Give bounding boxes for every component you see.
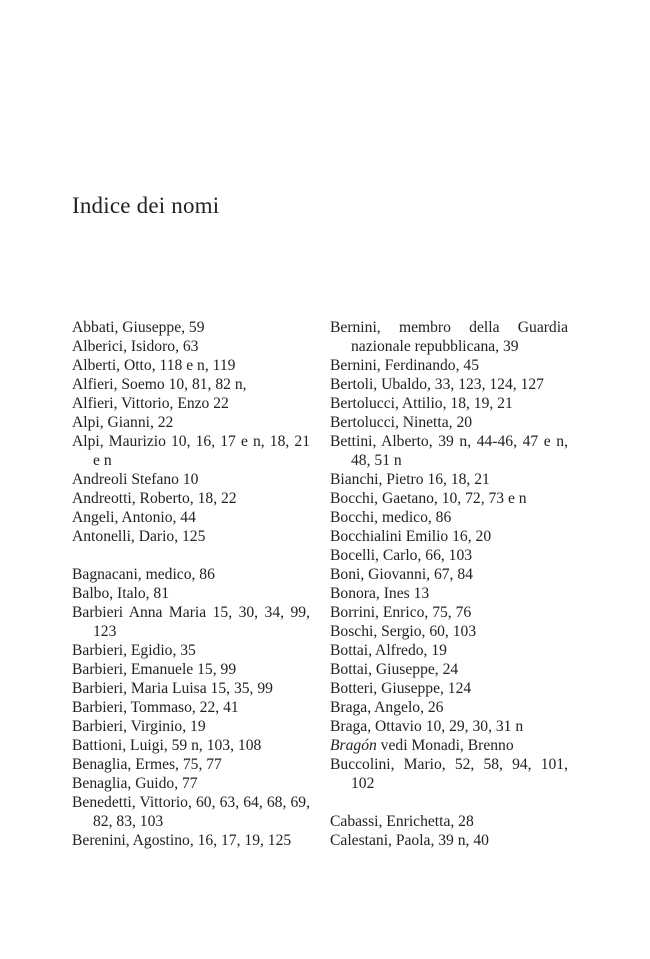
index-entry: Bettini, Alberto, 39 n, 44-46, 47 e n, 48, 51 n [330,433,568,469]
index-entry: Bagnacani, medico, 86 [72,566,215,583]
page-title: Indice dei nomi [72,193,220,218]
group-spacer [72,546,310,565]
index-entry: Angeli, Antonio, 44 [72,509,196,526]
index-entry: Braga, Ottavio 10, 29, 30, 31 n [330,718,524,735]
index-entry: Bertolucci, Ninetta, 20 [330,414,473,431]
index-entry: Alberti, Otto, 118 e n, 119 [72,357,236,374]
index-entry: Barbieri, Maria Luisa 15, 35, 99 [72,680,273,697]
index-entry: Bernini, membro della Guardia nazionale repubblicana, 39 [330,319,568,355]
index-entry: Barbieri, Virginio, 19 [72,718,206,735]
index-entry: Bernini, Ferdinando, 45 [330,357,479,374]
index-entry-italic: Bragón [330,737,377,754]
index-entry: Bottai, Alfredo, 19 [330,642,447,659]
index-entry: Bonora, Ines 13 [330,585,430,602]
index-entry: Alpi, Maurizio 10, 16, 17 e n, 18, 21 e n [72,433,310,469]
index-entry: Alberici, Isidoro, 63 [72,338,199,355]
index-entry: Boni, Giovanni, 67, 84 [330,566,473,583]
index-entry: Cabassi, Enrichetta, 28 [330,813,474,830]
index-entry: Bertoli, Ubaldo, 33, 123, 124, 127 [330,376,544,393]
index-entry: Boschi, Sergio, 60, 103 [330,623,477,640]
index-entry: Bocchi, medico, 86 [330,509,452,526]
index-entry: Buccolini, Mario, 52, 58, 94, 101, 102 [330,756,568,792]
index-entry: Benaglia, Guido, 77 [72,775,198,792]
index-entry: Andreoli Stefano 10 [72,471,199,488]
index-entry: Alfieri, Soemo 10, 81, 82 n, [72,376,247,393]
index-entry: Barbieri, Egidio, 35 [72,642,196,659]
index-entry: Antonelli, Dario, 125 [72,528,206,545]
index-entry: Alpi, Gianni, 22 [72,414,174,431]
index-entry: Benaglia, Ermes, 75, 77 [72,756,222,773]
index-entry: Berenini, Agostino, 16, 17, 19, 125 [72,832,292,849]
index-entry [330,736,568,755]
index-entry: Bertolucci, Attilio, 18, 19, 21 [330,395,513,412]
index-entry: Battioni, Luigi, 59 n, 103, 108 [72,737,262,754]
index-entry: Calestani, Paola, 39 n, 40 [330,832,489,849]
index-entry: Bocelli, Carlo, 66, 103 [330,547,473,564]
index-entry: Bottai, Giuseppe, 24 [330,661,459,678]
index-entry: Barbieri, Emanuele 15, 99 [72,661,237,678]
index-entry: Balbo, Italo, 81 [72,585,170,602]
index-entry: Barbieri Anna Maria 15, 30, 34, 99, 123 [72,604,310,640]
index-entry: Borrini, Enrico, 75, 76 [330,604,472,621]
group-spacer [330,793,568,812]
index-entry: Alfieri, Vittorio, Enzo 22 [72,395,229,412]
index-entry: Braga, Angelo, 26 [330,699,444,716]
index-entry: Andreotti, Roberto, 18, 22 [72,490,237,507]
index-column-left [72,318,310,850]
index-entry: Bianchi, Pietro 16, 18, 21 [330,471,490,488]
index-entry: Benedetti, Vittorio, 60, 63, 64, 68, 69, 82, 83, 103 [72,794,310,830]
index-entry: Bocchialini Emilio 16, 20 [330,528,492,545]
index-entry: Abbati, Giuseppe, 59 [72,319,205,336]
index-entry: Botteri, Giuseppe, 124 [330,680,472,697]
index-column-right [330,318,568,850]
index-entry: Barbieri, Tommaso, 22, 41 [72,699,239,716]
index-entry: Bocchi, Gaetano, 10, 72, 73 e n [330,490,527,507]
index-entry-text: vedi Monadi, Brenno [376,737,514,754]
